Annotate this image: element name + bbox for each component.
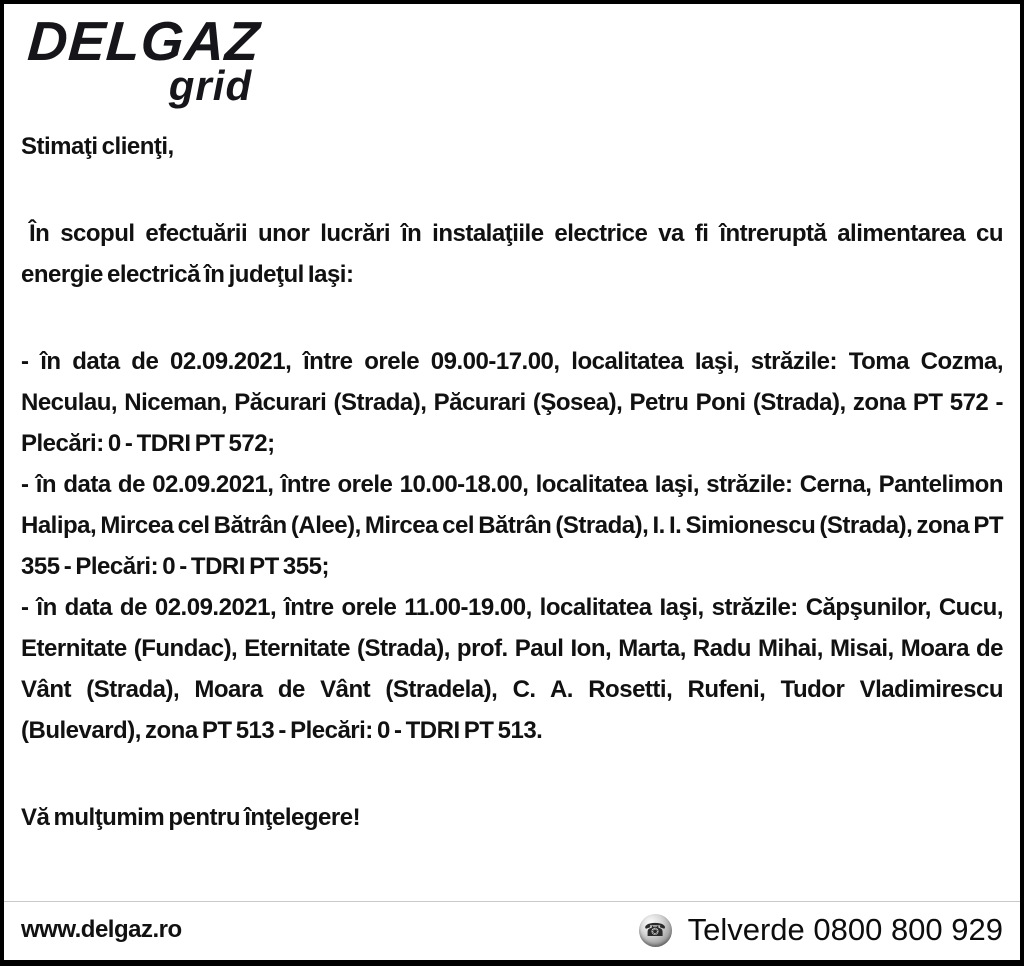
phone-number-text: Telverde 0800 800 929 xyxy=(687,912,1003,947)
outage-item: - în data de 02.09.2021, între orele 11.00-19.00, localitatea Iaşi, străzile: Căpşunilor, Cucu, Eternitate (Fundac), Eternitate (Strada), prof. Paul Ion, Marta, Radu Mihai, Misai, Moara de Vânt (Strada), Moara de Vânt (Stradela), C. A. Rosetti, Rufeni, Tudor Vladimirescu (Bulevard), zona PT 513 - Plecări: 0 - TDRI PT 513. xyxy=(21,594,1003,744)
intro-paragraph: În scopul efectuării unor lucrări în instalaţiile electrice va fi întreruptă alimentarea cu energie electrică în judeţul Iaşi: xyxy=(21,220,1003,288)
salutation-text: Stimaţi clienţi, xyxy=(21,133,174,160)
phone-icon: ☎ xyxy=(639,914,672,947)
notice-body xyxy=(4,106,1020,838)
closing-text: Vă mulţumim pentru înţelegere! xyxy=(21,804,361,831)
outage-item: - în data de 02.09.2021, între orele 09.00-17.00, localitatea Iaşi, străzile: Toma Cozma, Neculau, Niceman, Păcurari (Strada), Păcurari (Şosea), Petru Poni (Strada), zona PT 572 - Plecări: 0 - TDRI PT 572; xyxy=(21,348,1003,457)
phone-contact xyxy=(639,912,1003,948)
footer xyxy=(4,901,1020,960)
outage-item: - în data de 02.09.2021, între orele 10.00-18.00, localitatea Iaşi, străzile: Cerna, Pantelimon Halipa, Mircea cel Bătrân (Alee), Mircea cel Bătrân (Strada), I. I. Simionescu (Strada), zona PT 355 - Plecări: 0 - TDRI PT 355; xyxy=(21,471,1003,580)
delgaz-grid-logo xyxy=(25,10,263,109)
logo-sub-text: grid xyxy=(168,62,253,109)
outage-list xyxy=(21,341,1003,751)
logo-brand-text: DELGAZ xyxy=(25,10,263,72)
website-text: www.delgaz.ro xyxy=(21,916,182,943)
